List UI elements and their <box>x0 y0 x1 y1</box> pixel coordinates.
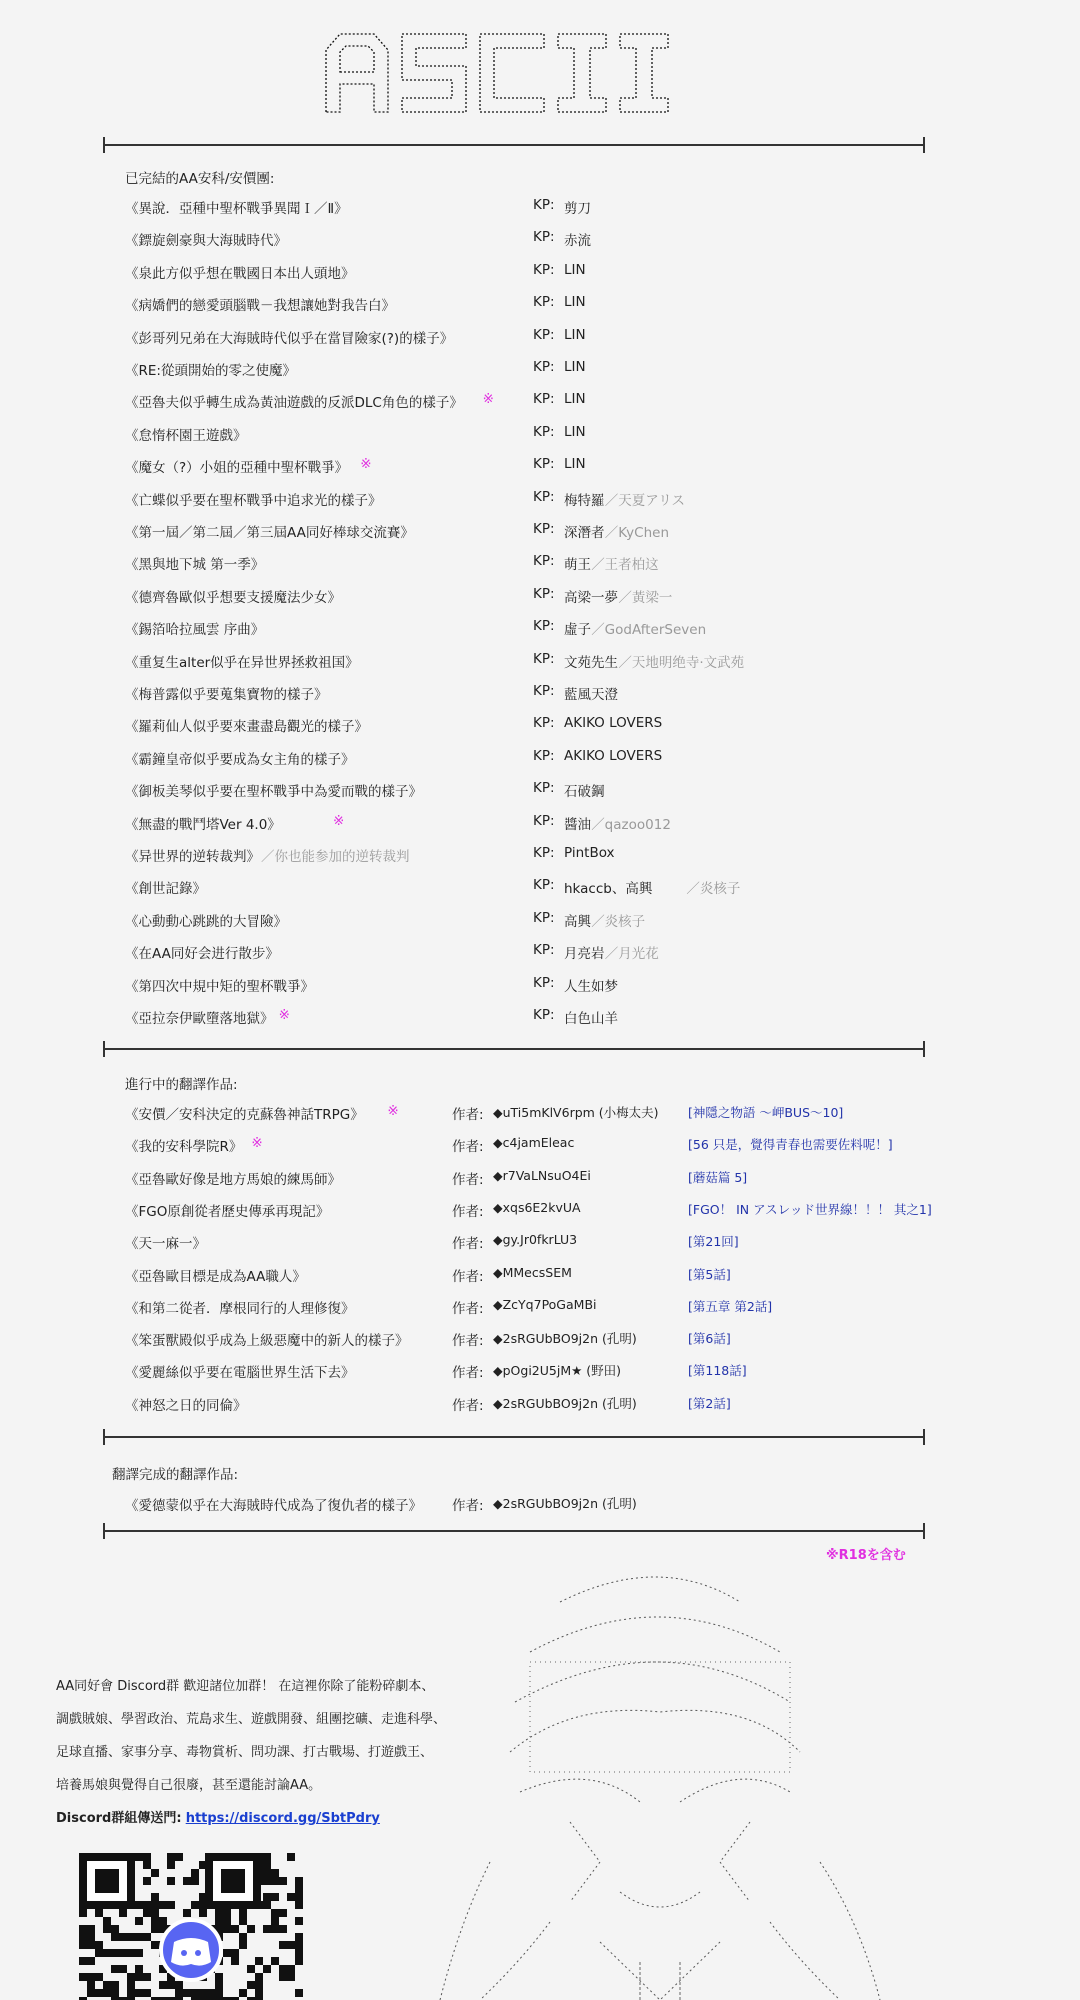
kp-label: KP: <box>533 747 555 764</box>
kp-name: LIN <box>564 423 586 440</box>
work-title[interactable]: 《第四次中規中矩的聖杯戰爭》 <box>125 978 314 995</box>
work-title[interactable]: 《泉此方似乎想在戰國日本出人頭地》 <box>125 265 355 282</box>
list-item <box>0 1297 1080 1317</box>
list-item <box>0 1232 1080 1252</box>
work-title[interactable]: 《異說．亞種中聖杯戰爭異聞Ｉ／Ⅱ》 <box>125 201 348 217</box>
kp-alt-name: ／qazoo012 <box>591 816 671 833</box>
author-label: 作者: <box>452 1268 484 1285</box>
list-item <box>0 327 1080 347</box>
work-title[interactable]: 《創世記錄》 <box>125 881 206 898</box>
latest-chapter-link[interactable]: [56 只是，覺得青春也需要佐料呢！] <box>688 1137 893 1153</box>
list-item <box>0 683 1080 703</box>
kp-alt-name: ／GodAfterSeven <box>591 622 707 639</box>
list-item <box>0 489 1080 509</box>
kp-name: LIN <box>564 261 586 278</box>
kp-label: KP: <box>533 909 555 926</box>
work-title[interactable]: 《霸鐘皇帝似乎要成為女主角的樣子》 <box>125 751 355 768</box>
kp-name: LIN <box>564 359 586 375</box>
kp-label: KP: <box>533 229 555 246</box>
kp-name: 白色山羊 <box>564 1011 618 1027</box>
kp-name: hkaccb、高興 <box>564 881 653 898</box>
divider-finished <box>103 1530 925 1532</box>
discord-line-1: AA同好會 Discord群 歡迎諸位加群！ 在這裡你除了能粉碎劇本、 <box>56 1679 435 1694</box>
work-title[interactable]: 《病嬌們的戀愛頭腦戰－我想讓她對我告白》 <box>125 298 395 315</box>
kp-label: KP: <box>533 521 555 537</box>
work-title[interactable]: 《天一麻一》 <box>125 1236 206 1253</box>
kp-label: KP: <box>533 942 555 959</box>
work-title[interactable]: 《安價／安科決定的克蘇魯神話TRPG》 <box>125 1107 364 1123</box>
work-title[interactable]: 《亞魯歐好像是地方馬娘的練馬師》 <box>125 1171 341 1188</box>
discord-logo-icon <box>161 1920 221 1980</box>
discord-line-2: 調戲賊娘、學習政治、荒島求生、遊戲開發、組團挖礦、走進科學、 <box>56 1712 447 1727</box>
author-label: 作者: <box>452 1300 484 1317</box>
kp-name: 赤流 <box>564 233 591 250</box>
kp-name: 高興 <box>564 913 591 930</box>
ongoing-heading: 進行中的翻譯作品: <box>125 1077 238 1093</box>
kp-label: KP: <box>533 553 555 570</box>
list-item <box>0 391 1080 411</box>
work-title[interactable]: 《德齊魯歐似乎想要支援魔法少女》 <box>125 589 341 606</box>
work-title[interactable]: 《亞魯歐目標是成為AA職人》 <box>125 1268 306 1285</box>
latest-chapter-link[interactable]: [第2話] <box>688 1395 731 1411</box>
kp-label: KP: <box>533 261 555 278</box>
author-name: ◆2sRGUbBO9j2n (孔明) <box>493 1395 637 1411</box>
work-title[interactable]: 《在AA同好会进行散步》 <box>125 946 279 963</box>
kp-name: 藍風天澄 <box>564 687 618 703</box>
r18-mark: ※ <box>387 1103 399 1119</box>
list-item <box>0 1007 1080 1027</box>
list-item <box>0 1394 1080 1414</box>
latest-chapter-link[interactable]: [第21回] <box>688 1234 739 1250</box>
kp-label: KP: <box>533 456 555 473</box>
kp-name: 高梁一夢 <box>564 589 618 606</box>
kp-alt-name: ／KyChen <box>604 525 670 541</box>
author-label: 作者: <box>452 1107 484 1123</box>
kp-name: 梅特羅 <box>564 492 605 509</box>
kp-name: 月亮岩 <box>564 946 605 963</box>
kp-label: KP: <box>533 326 555 343</box>
r18-mark: ※ <box>360 456 372 473</box>
list-item <box>0 359 1080 379</box>
kp-alt-name: ／炎核子 <box>686 881 741 898</box>
author-name: ◆r7VaLNsuO4Ei <box>493 1167 591 1183</box>
kp-label: KP: <box>533 1007 555 1023</box>
list-item <box>0 1361 1080 1381</box>
kp-label: KP: <box>533 650 555 667</box>
author-label: 作者: <box>452 1498 484 1514</box>
kp-label: KP: <box>533 294 555 311</box>
work-title[interactable]: 《亞魯夫似乎轉生成為黃油遊戲的反派DLC角色的樣子》 <box>125 395 463 412</box>
list-item <box>0 910 1080 930</box>
ascii-logo <box>320 28 680 118</box>
kp-label: KP: <box>533 845 555 861</box>
work-title[interactable]: 《亡蝶似乎要在聖杯戰爭中追求光的樣子》 <box>125 492 382 509</box>
latest-chapter-link[interactable]: [FGO！ IN アスレッド世界線！！！ 其之1] <box>688 1201 932 1217</box>
list-item <box>0 1265 1080 1285</box>
author-label: 作者: <box>452 1139 484 1156</box>
kp-label: KP: <box>533 488 555 505</box>
list-item <box>0 651 1080 671</box>
kp-name: PintBox <box>564 845 615 861</box>
work-title[interactable]: 《和第二從者．摩根同行的人理修復》 <box>125 1300 355 1317</box>
work-title[interactable]: 《笨蛋獸殿似乎成為上級惡魔中的新人的樣子》 <box>125 1333 409 1350</box>
author-name: ◆2sRGUbBO9j2n (孔明) <box>493 1496 637 1511</box>
r18-note: ※R18を含む <box>826 1548 906 1563</box>
author-name: ◆pOgi2U5jM★ (野田) <box>493 1363 622 1379</box>
list-item <box>0 1329 1080 1349</box>
work-title[interactable]: 《重复生alter似乎在异世界拯救祖国》 <box>125 654 359 671</box>
work-title[interactable]: 《梅普露似乎要蒐集寶物的樣子》 <box>125 687 328 703</box>
work-title[interactable]: 《愛麗絲似乎要在電腦世界生活下去》 <box>125 1365 355 1382</box>
kp-label: KP: <box>533 715 555 732</box>
divider-completed <box>103 1048 925 1050</box>
list-item <box>0 553 1080 573</box>
kp-alt-name: ／月光花 <box>604 946 659 963</box>
list-item <box>0 521 1080 541</box>
kp-name: 萌王 <box>564 557 591 574</box>
latest-chapter-link[interactable]: [第五章 第2話] <box>688 1298 773 1314</box>
discord-link[interactable]: https://discord.gg/SbtPdry <box>185 1811 380 1826</box>
list-item <box>0 197 1080 217</box>
list-item <box>0 813 1080 833</box>
work-title[interactable]: 《RE:從頭開始的零之使魔》 <box>125 363 296 379</box>
work-title[interactable]: 《FGO原創從者歷史傳承再現記》 <box>125 1203 330 1220</box>
author-label: 作者: <box>452 1236 484 1253</box>
work-title[interactable]: 《御板美琴似乎要在聖杯戰爭中為愛而戰的樣子》 <box>125 784 422 801</box>
author-name: ◆c4jamEleac <box>493 1135 575 1151</box>
latest-chapter-link[interactable]: [蘑菇篇 5] <box>688 1169 748 1185</box>
work-title[interactable]: 《愛德蒙似乎在大海賊時代成為了復仇者的樣子》 <box>125 1498 422 1514</box>
work-title[interactable]: 《魔女（?）小姐的亞種中聖杯戰爭》 <box>125 460 349 477</box>
kp-name: 剪刀 <box>564 201 591 217</box>
work-title[interactable]: 《心動動心跳跳的大冒險》 <box>125 913 287 930</box>
kp-label: KP: <box>533 683 555 699</box>
latest-chapter-link[interactable]: [第6話] <box>688 1331 731 1347</box>
author-label: 作者: <box>452 1333 484 1350</box>
divider-ongoing <box>103 1436 925 1438</box>
work-title[interactable]: 《黑與地下城 第一季》 <box>125 557 265 574</box>
kp-label: KP: <box>533 877 555 894</box>
work-title[interactable]: 《無盡的戰鬥塔Ver 4.0》 <box>125 816 281 833</box>
work-title[interactable]: 《异世界的逆转裁判》 <box>125 849 260 865</box>
work-title[interactable]: 《亞拉奈伊歐墮落地獄》 <box>125 1011 274 1027</box>
list-item <box>0 845 1080 865</box>
list-item <box>0 294 1080 314</box>
list-item <box>0 586 1080 606</box>
discord-line-4: 培養馬娘與覺得自己很廢，甚至還能討論AA。 <box>56 1778 322 1793</box>
kp-label: KP: <box>533 391 555 408</box>
kp-alt-name: ／王者柏这 <box>591 557 659 574</box>
kp-label: KP: <box>533 618 555 635</box>
kp-label: KP: <box>533 780 555 797</box>
list-item <box>0 748 1080 768</box>
work-title[interactable]: 《第一屆／第二屆／第三屆AA同好棒球交流賽》 <box>125 525 414 541</box>
author-label: 作者: <box>452 1171 484 1188</box>
list-item <box>0 262 1080 282</box>
kp-alt-name: ／黃梁一 <box>618 589 673 606</box>
kp-label: KP: <box>533 423 555 440</box>
kp-name: LIN <box>564 326 586 343</box>
kp-alt-name: ／炎核子 <box>591 913 646 930</box>
qr-code-icon <box>76 1850 306 2000</box>
author-label: 作者: <box>452 1365 484 1382</box>
completed-heading: 已完結的AA安科/安價團: <box>125 171 275 187</box>
list-item <box>0 1494 1080 1514</box>
kp-name: AKIKO LOVERS <box>564 715 663 732</box>
work-title[interactable]: 《怠惰杯園王遊戲》 <box>125 427 247 444</box>
author-name: ◆MMecsSEM <box>493 1264 572 1280</box>
kp-label: KP: <box>533 812 555 829</box>
r18-mark: ※ <box>278 1007 290 1023</box>
author-label: 作者: <box>452 1203 484 1220</box>
author-name: ◆gy.Jr0fkrLU3 <box>493 1232 578 1248</box>
author-label: 作者: <box>452 1397 484 1414</box>
kp-label: KP: <box>533 974 555 991</box>
list-item <box>0 424 1080 444</box>
r18-mark: ※ <box>482 391 494 408</box>
divider-top <box>103 144 925 146</box>
kp-label: KP: <box>533 197 555 213</box>
work-title[interactable]: 《錫箔哈拉風雲 序曲》 <box>125 622 265 639</box>
ascii-art-illustration <box>420 1562 900 2000</box>
kp-name: 石破鋼 <box>564 784 605 801</box>
kp-name: 虛子 <box>564 622 591 639</box>
work-title[interactable]: 《鏢旋劍豪與大海賊時代》 <box>125 233 287 250</box>
kp-name: 文苑先生 <box>564 654 618 671</box>
kp-name: LIN <box>564 391 586 408</box>
kp-name: 醬油 <box>564 816 591 833</box>
work-title[interactable]: 《神怒之日的同倫》 <box>125 1397 247 1414</box>
latest-chapter-link[interactable]: [第118話] <box>688 1363 747 1379</box>
kp-alt-name: ／天地明绝寺·文武苑 <box>618 654 745 671</box>
discord-line-3: 足球直播、家事分享、毒物賞析、問功課、打古戰場、打遊戲王、 <box>56 1745 434 1760</box>
kp-name: LIN <box>564 456 586 473</box>
kp-name: LIN <box>564 294 586 311</box>
kp-label: KP: <box>533 585 555 602</box>
list-item <box>0 1135 1080 1155</box>
work-title[interactable]: 《我的安科學院R》 <box>125 1139 243 1156</box>
list-item <box>0 1200 1080 1220</box>
latest-chapter-link[interactable]: [神隱之物語 ～岬BUS～10] <box>688 1105 844 1120</box>
list-item <box>0 975 1080 995</box>
list-item <box>0 715 1080 735</box>
author-name: ◆2sRGUbBO9j2n (孔明) <box>493 1331 637 1347</box>
discord-portal-label: Discord群組傳送門: <box>56 1811 182 1826</box>
list-item <box>0 877 1080 897</box>
list-item <box>0 942 1080 962</box>
author-name: ◆xqs6E2kvUA <box>493 1199 581 1215</box>
kp-name: AKIKO LOVERS <box>564 747 663 764</box>
list-item <box>0 456 1080 476</box>
list-item <box>0 780 1080 800</box>
work-title[interactable]: 《羅莉仙人似乎要來畫盡島觀光的樣子》 <box>125 719 368 736</box>
list-item <box>0 229 1080 249</box>
r18-mark: ※ <box>251 1135 263 1152</box>
list-item <box>0 618 1080 638</box>
author-name: ◆ZcYq7PoGaMBi <box>493 1296 597 1312</box>
kp-label: KP: <box>533 359 555 375</box>
kp-name: 人生如梦 <box>564 978 618 995</box>
list-item <box>0 1103 1080 1123</box>
work-title-extra: ／你也能参加的逆转裁判 <box>261 849 410 865</box>
latest-chapter-link[interactable]: [第5話] <box>688 1266 731 1282</box>
kp-alt-name: ／天夏アリス <box>604 492 685 509</box>
work-title[interactable]: 《彭哥列兄弟在大海賊時代似乎在當冒險家(?)的樣子》 <box>125 330 454 347</box>
kp-name: 深潛者 <box>564 525 605 541</box>
list-item <box>0 1168 1080 1188</box>
r18-mark: ※ <box>333 812 345 829</box>
author-name: ◆uTi5mKlV6rpm (小梅太夫) <box>493 1105 659 1120</box>
finished-heading: 翻譯完成的翻譯作品: <box>112 1467 239 1483</box>
